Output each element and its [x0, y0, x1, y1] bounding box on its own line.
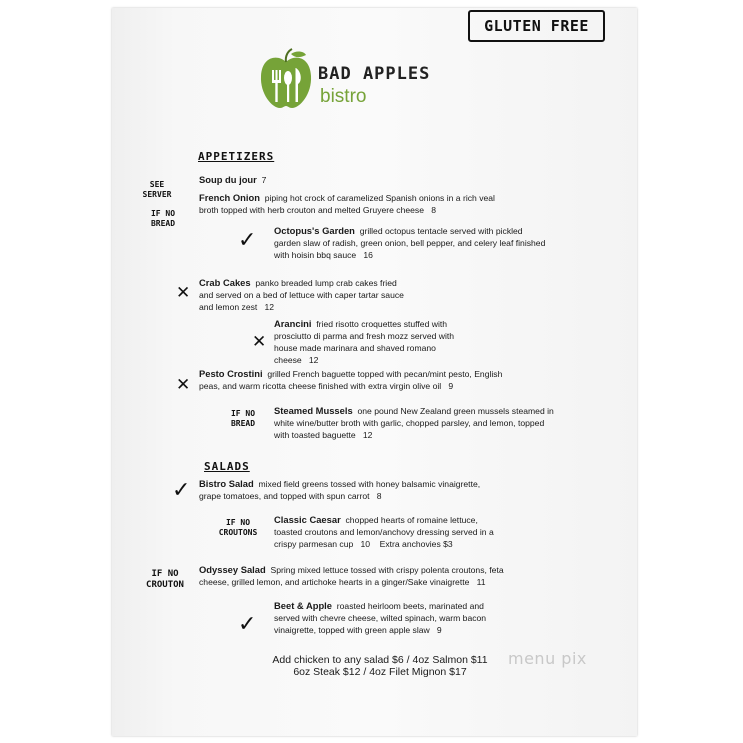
section-appetizers: APPETIZERS — [198, 150, 275, 163]
menu-item-soup: Soup du jour 7 — [199, 174, 267, 185]
check-mark-icon: ✓ — [238, 228, 257, 253]
watermark: menu pix — [508, 649, 587, 668]
check-mark-icon: ✓ — [172, 478, 191, 503]
note-if-no-bread-mussels: IF NO BREAD — [230, 409, 256, 428]
note-if-no-bread: IF NO BREAD — [150, 209, 176, 228]
gluten-free-stamp: GLUTEN FREE — [468, 10, 605, 42]
section-salads: SALADS — [204, 460, 250, 473]
add-ons-line: Add chicken to any salad $6 / 4oz Salmon $11 6oz Steak $12 / 4oz Filet Mignon $17 — [272, 654, 488, 678]
apple-logo-icon — [258, 48, 314, 110]
menu-item-steamed-mussels: Steamed Mussels one pound New Zealand green mussels steamed in white wine/butter broth with garlic, chopped parsley, and lemon, topped with toasted baguette 12 — [274, 405, 554, 440]
menu-item-crab-cakes: Crab Cakes panko breaded lump crab cakes fried and served on a bed of lettuce with caper tartar sauce and lemon zest 12 — [199, 277, 404, 312]
x-mark-icon: ✕ — [176, 375, 191, 395]
menu-item-beet-apple: Beet & Apple roasted heirloom beets, marinated and served with chevre cheese, wilted spinach, warm bacon vinaigrette, topped with green apple slaw 9 — [274, 600, 487, 635]
menu-item-french-onion: French Onion piping hot crock of caramelized Spanish onions in a rich veal broth topped with herb crouton and melted Gruyere cheese 8 — [199, 192, 495, 215]
menu-item-odyssey-salad: Odyssey Salad Spring mixed lettuce tossed with crispy polenta croutons, feta cheese, grilled lemon, and artichoke hearts in a ginger/Sake vinaigrette 11 — [199, 564, 504, 587]
note-see-server: SEE SERVER — [142, 180, 172, 199]
menu-item-bistro-salad: Bistro Salad mixed field greens tossed with honey balsamic vinaigrette, grape tomatoes, and topped with spun carrot 8 — [199, 478, 481, 501]
brand-name: BAD APPLES — [318, 64, 431, 84]
x-mark-icon: ✕ — [252, 332, 267, 352]
menu-item-arancini: Arancini fried risotto croquettes stuffed with prosciutto di parma and fresh mozz served with house made marinara and shaved romano cheese 12 — [274, 318, 455, 365]
note-if-no-croutons: IF NO CROUTONS — [218, 518, 258, 537]
note-if-no-crouton: IF NO CROUTON — [146, 569, 184, 590]
menu-item-classic-caesar: Classic Caesar chopped hearts of romaine lettuce, toasted croutons and lemon/anchovy dressing served in a crispy parmesan cup 10 Extra anchovies $3 — [274, 514, 494, 549]
menu-item-octopus: Octopus's Garden grilled octopus tentacle served with pickled garden slaw of radish, green onion, bell pepper, and celery leaf finished with hoisin bbq sauce 16 — [274, 225, 546, 260]
menu-item-pesto-crostini: Pesto Crostini grilled French baguette topped with pecan/mint pesto, English peas, and warm ricotta cheese finished with extra virgin olive oil 9 — [199, 368, 503, 391]
x-mark-icon: ✕ — [176, 283, 191, 303]
check-mark-icon: ✓ — [238, 612, 257, 637]
brand-subtitle: bistro — [320, 86, 367, 107]
